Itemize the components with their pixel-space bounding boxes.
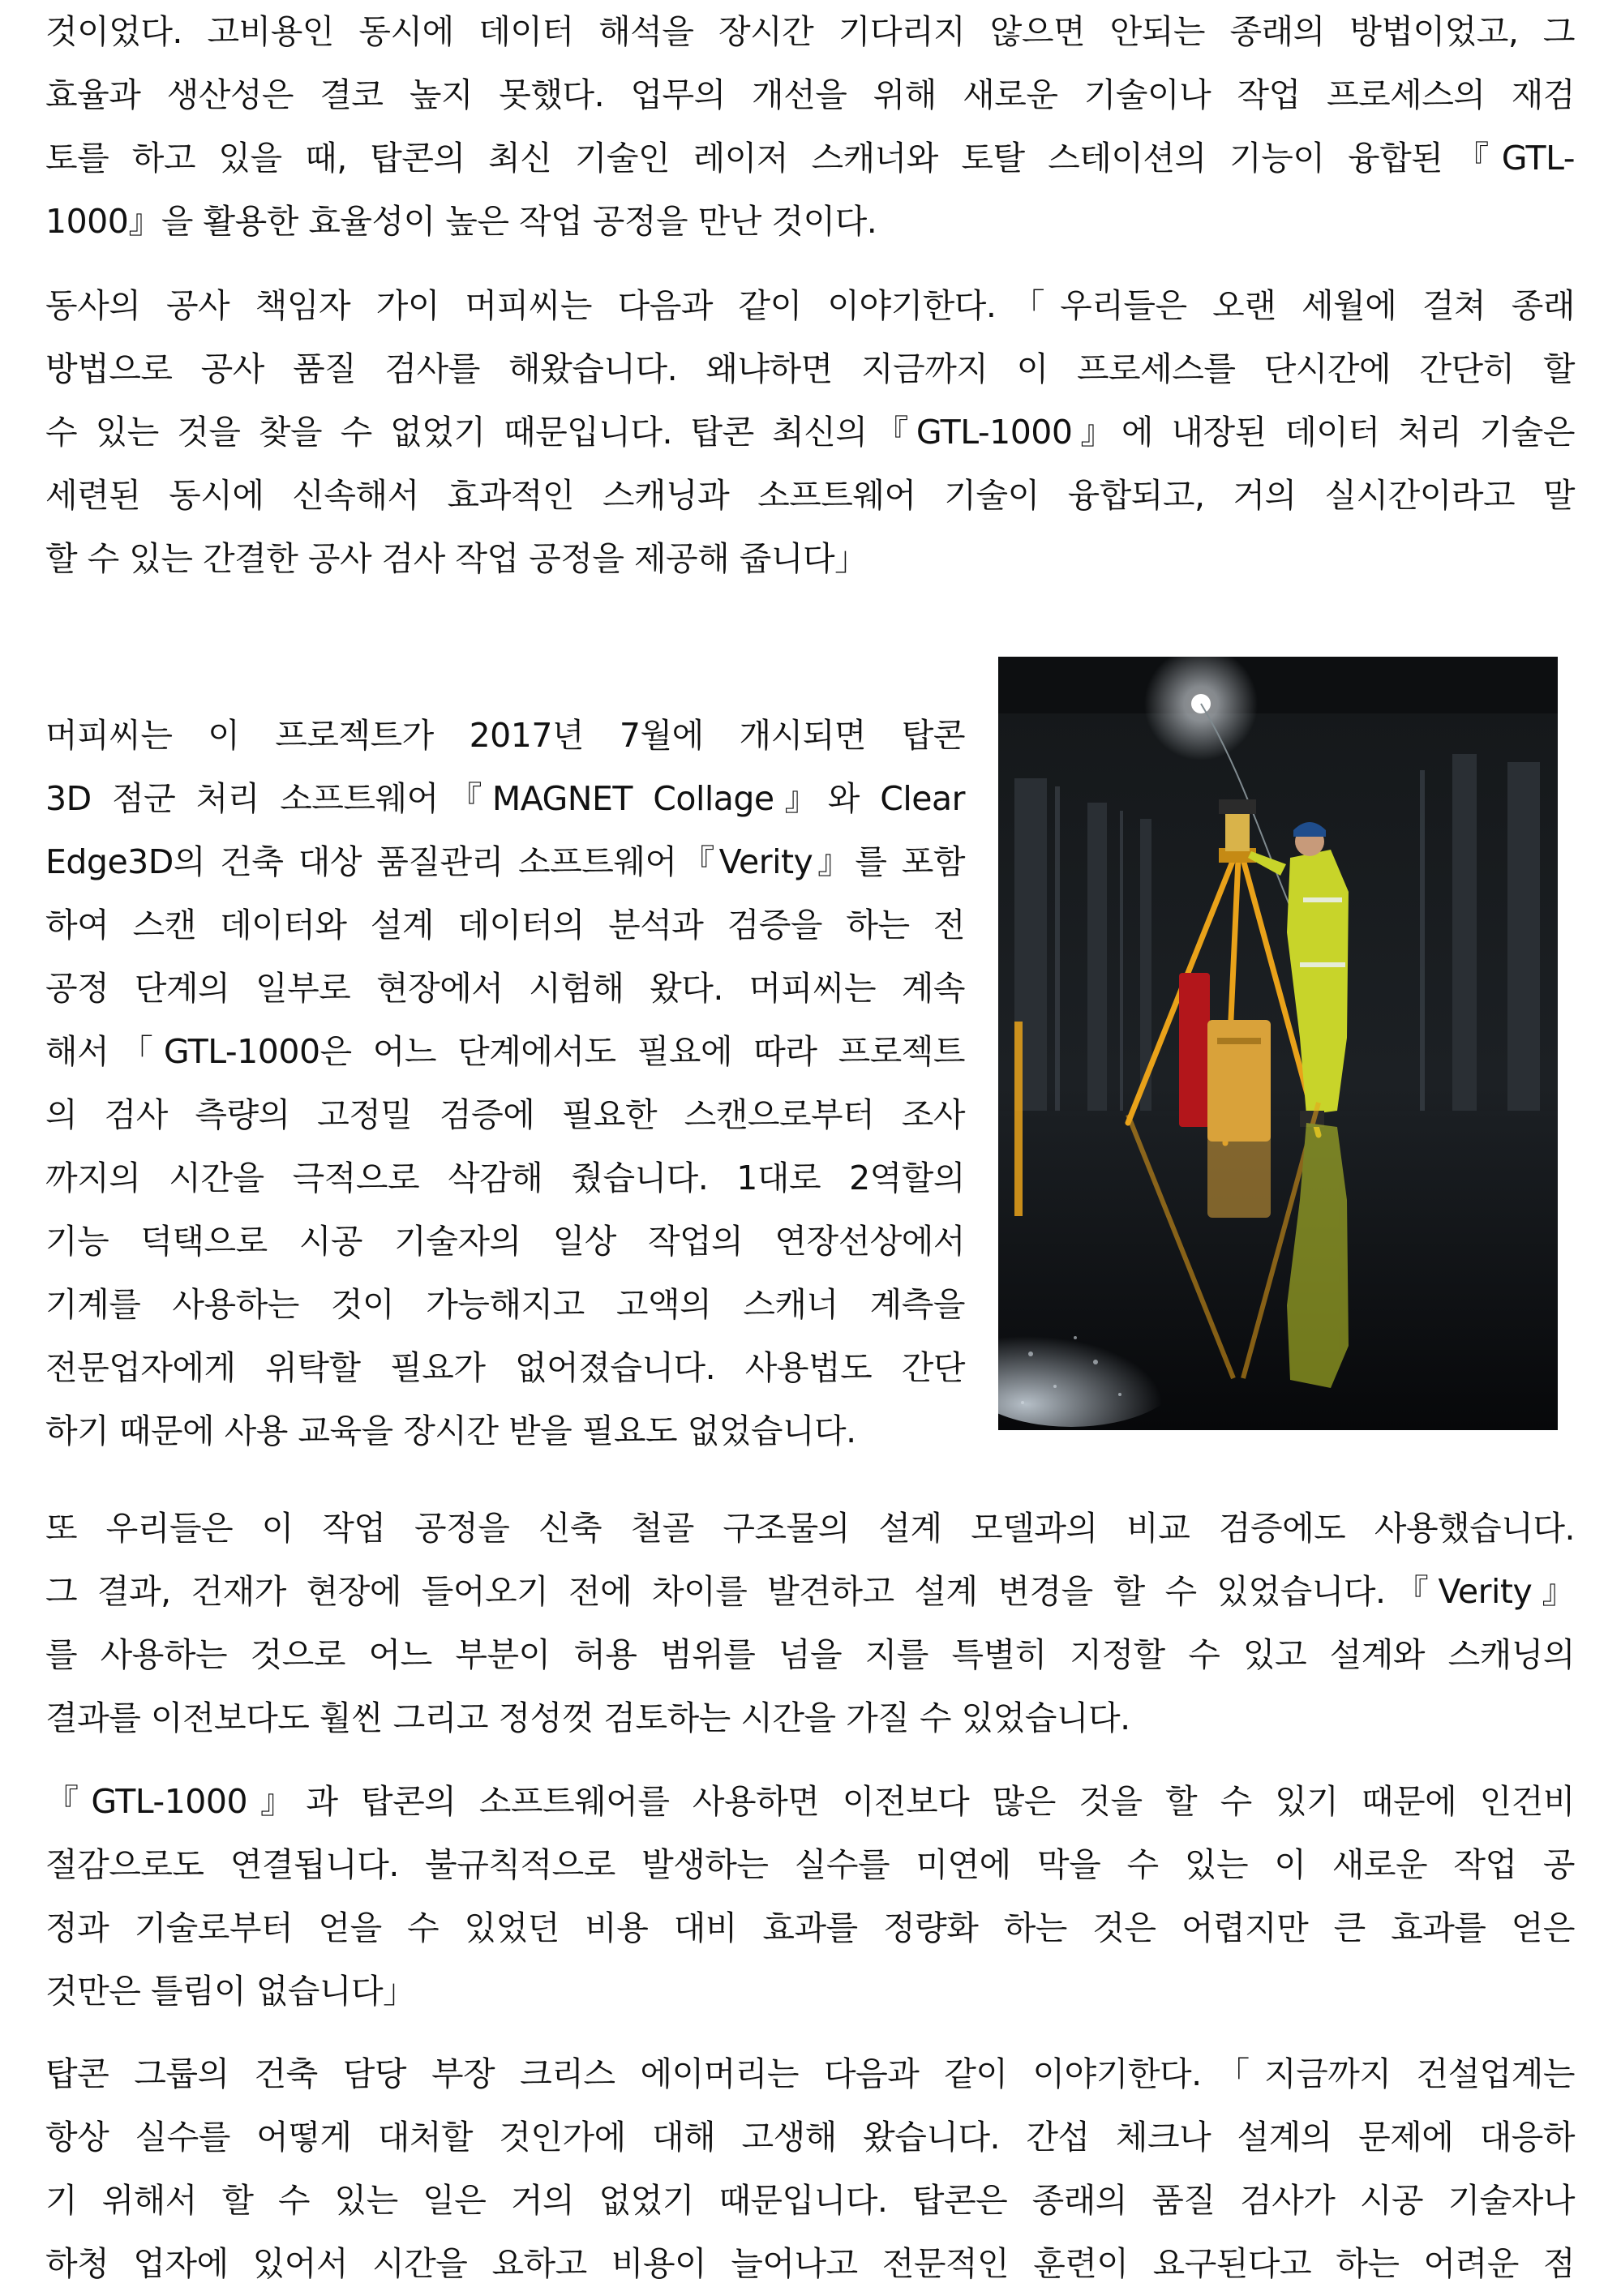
paragraph-line: 머피씨는 이 프로젝트가 2017년 7월에 개시되면 탑콘 <box>45 716 965 755</box>
paragraph-line: 것만은 틀림이 없습니다」 <box>45 1972 416 2011</box>
paragraph-6 <box>45 2042 1575 2295</box>
paragraph-line: 것이었다. 고비용인 동시에 데이터 해석을 장시간 기다리지 않으면 안되는 종래의 방법이었고, 그 <box>45 12 1575 51</box>
paragraph-line: 공정 단계의 일부로 현장에서 시험해 왔다. 머피씨는 계속 <box>45 969 965 1008</box>
paragraph-line: 기계를 사용하는 것이 가능해지고 고액의 스캐너 계측을 <box>45 1285 965 1324</box>
paragraph-line: 의 검사 측량의 고정밀 검증에 필요한 스캔으로부터 조사 <box>45 1095 965 1134</box>
paragraph-4 <box>45 1497 1575 1750</box>
paragraph-line: 세련된 동시에 신속해서 효과적인 스캐닝과 소프트웨어 기술이 융합되고, 거의 실시간이라고 말 <box>45 476 1575 515</box>
paragraph-line: 하여 스캔 데이터와 설계 데이터의 분석과 검증을 하는 전 <box>45 906 965 945</box>
paragraph-line: 정과 기술로부터 얻을 수 있었던 비용 대비 효과를 정량화 하는 것은 어렵지만 큰 효과를 얻은 <box>45 1908 1575 1947</box>
paragraph-line: 할 수 있는 간결한 공사 검사 작업 공정을 제공해 줍니다」 <box>45 539 868 578</box>
paragraph-line: 절감으로도 연결됩니다. 불규칙적으로 발생하는 실수를 미연에 막을 수 있는 이 새로운 작업 공 <box>45 1845 1575 1884</box>
paragraph-line: 해서「GTL-1000은 어느 단계에서도 필요에 따라 프로젝트 <box>45 1032 965 1071</box>
paragraph-line: Edge3D의 건축 대상 품질관리 소프트웨어『Verity』를 포함 <box>45 842 965 881</box>
paragraph-line: 탑콘 그룹의 건축 담당 부장 크리스 에이머리는 다음과 같이 이야기한다.「지금까지 건설업계는 <box>45 2054 1575 2093</box>
paragraph-line: 하기 때문에 사용 교육을 장시간 받을 필요도 없었습니다. <box>45 1411 856 1450</box>
paragraph-line: 그 결과, 건재가 현장에 들어오기 전에 차이를 발견하고 설계 변경을 할 수 있었습니다.『Verity』 <box>45 1572 1575 1611</box>
paragraph-line: 까지의 시간을 극적으로 삭감해 줬습니다. 1대로 2역할의 <box>45 1159 965 1197</box>
paragraph-line: 『GTL-1000』과 탑콘의 소프트웨어를 사용하면 이전보다 많은 것을 할 수 있기 때문에 인건비 <box>45 1782 1575 1821</box>
paragraph-5 <box>45 1770 1575 2023</box>
paragraph-line: 토를 하고 있을 때, 탑콘의 최신 기술인 레이저 스캐너와 토탈 스테이션의 기능이 융합된『GTL- <box>45 139 1575 178</box>
paragraph-line: 수 있는 것을 찾을 수 없었기 때문입니다. 탑콘 최신의『GTL-1000』에 내장된 데이터 처리 기술은 <box>45 413 1575 452</box>
paragraph-1 <box>45 0 1575 253</box>
paragraph-line: 방법으로 공사 품질 검사를 해왔습니다. 왜냐하면 지금까지 이 프로세스를 단시간에 간단히 할 <box>45 349 1575 388</box>
paragraph-line: 를 사용하는 것으로 어느 부분이 허용 범위를 넘을 지를 특별히 지정할 수 있고 설계와 스캐닝의 <box>45 1635 1575 1674</box>
paragraph-3 <box>45 704 965 1463</box>
surveyor-photo-illustration <box>998 657 1558 1430</box>
paragraph-line: 기능 덕택으로 시공 기술자의 일상 작업의 연장선상에서 <box>45 1222 965 1261</box>
paragraph-line: 전문업자에게 위탁할 필요가 없어졌습니다. 사용법도 간단 <box>45 1348 965 1387</box>
paragraph-line: 또 우리들은 이 작업 공정을 신축 철골 구조물의 설계 모델과의 비교 검증에도 사용했습니다. <box>45 1509 1575 1548</box>
paragraph-line: 하청 업자에 있어서 시간을 요하고 비용이 늘어나고 전문적인 훈련이 요구된다고 하는 어려운 점 <box>45 2244 1575 2283</box>
surveyor-photo <box>998 657 1558 1430</box>
paragraph-line: 1000』을 활용한 효율성이 높은 작업 공정을 만난 것이다. <box>45 202 877 241</box>
paragraph-line: 기 위해서 할 수 있는 일은 거의 없었기 때문입니다. 탑콘은 종래의 품질 검사가 시공 기술자나 <box>45 2181 1575 2220</box>
paragraph-line: 결과를 이전보다도 훨씬 그리고 정성껏 검토하는 시간을 가질 수 있었습니다. <box>45 1698 1130 1737</box>
paragraph-2 <box>45 274 1575 590</box>
paragraph-line: 효율과 생산성은 결코 높지 못했다. 업무의 개선을 위해 새로운 기술이나 작업 프로세스의 재검 <box>45 75 1575 114</box>
paragraph-line: 3D 점군 처리 소프트웨어『MAGNET Collage』와 Clear <box>45 779 965 818</box>
paragraph-line: 동사의 공사 책임자 가이 머피씨는 다음과 같이 이야기한다.「우리들은 오랜 세월에 걸쳐 종래 <box>45 286 1575 325</box>
paragraph-line: 항상 실수를 어떻게 대처할 것인가에 대해 고생해 왔습니다. 간섭 체크나 설계의 문제에 대응하 <box>45 2118 1575 2157</box>
